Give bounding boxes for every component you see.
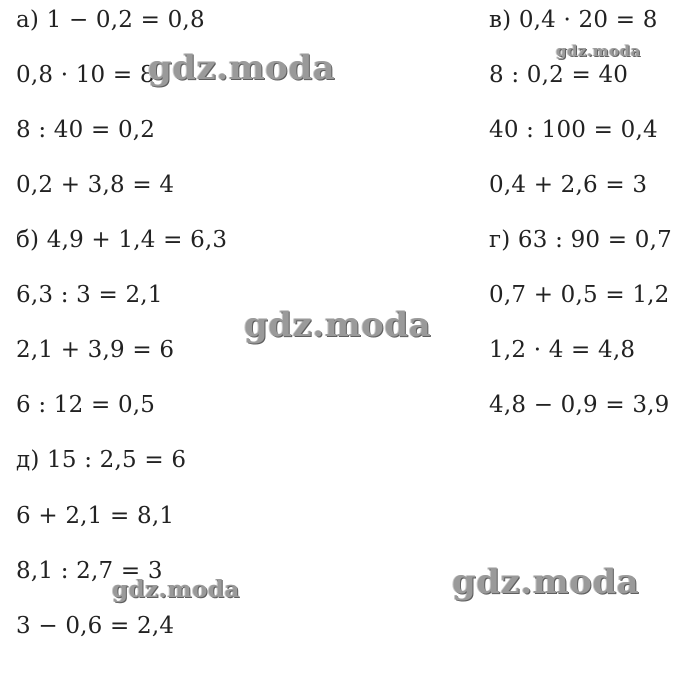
equation-a-4: 0,2 + 3,8 = 4 (16, 172, 175, 198)
equation-b-1: б) 4,9 + 1,4 = 6,3 (16, 227, 228, 253)
equation-d-2: 6 + 2,1 = 8,1 (16, 503, 175, 529)
equation-a-2: 0,8 · 10 = 8 (16, 62, 155, 88)
equation-a-3: 8 : 40 = 0,2 (16, 117, 156, 143)
watermark: gdz.moda (244, 305, 432, 345)
equation-g-4: 4,8 − 0,9 = 3,9 (489, 392, 670, 418)
equation-b-4: 6 : 12 = 0,5 (16, 392, 156, 418)
equation-b-3: 2,1 + 3,9 = 6 (16, 337, 175, 363)
equation-b-2: 6,3 : 3 = 2,1 (16, 282, 163, 308)
equation-v-1: в) 0,4 · 20 = 8 (489, 7, 658, 33)
watermark: gdz.moda (148, 48, 336, 88)
equation-d-3: 8,1 : 2,7 = 3 (16, 558, 163, 584)
equation-g-2: 0,7 + 0,5 = 1,2 (489, 282, 670, 308)
watermark: gdz.moda (556, 42, 641, 60)
equation-a-1: а) 1 − 0,2 = 0,8 (16, 7, 205, 33)
equation-v-4: 0,4 + 2,6 = 3 (489, 172, 648, 198)
equation-d-4: 3 − 0,6 = 2,4 (16, 613, 175, 639)
equation-v-2: 8 : 0,2 = 40 (489, 62, 629, 88)
equation-d-1: д) 15 : 2,5 = 6 (16, 447, 187, 473)
watermark: gdz.moda (112, 576, 240, 603)
equation-g-1: г) 63 : 90 = 0,7 (489, 227, 672, 253)
equation-g-3: 1,2 · 4 = 4,8 (489, 337, 636, 363)
watermark: gdz.moda (452, 562, 640, 602)
equation-v-3: 40 : 100 = 0,4 (489, 117, 658, 143)
